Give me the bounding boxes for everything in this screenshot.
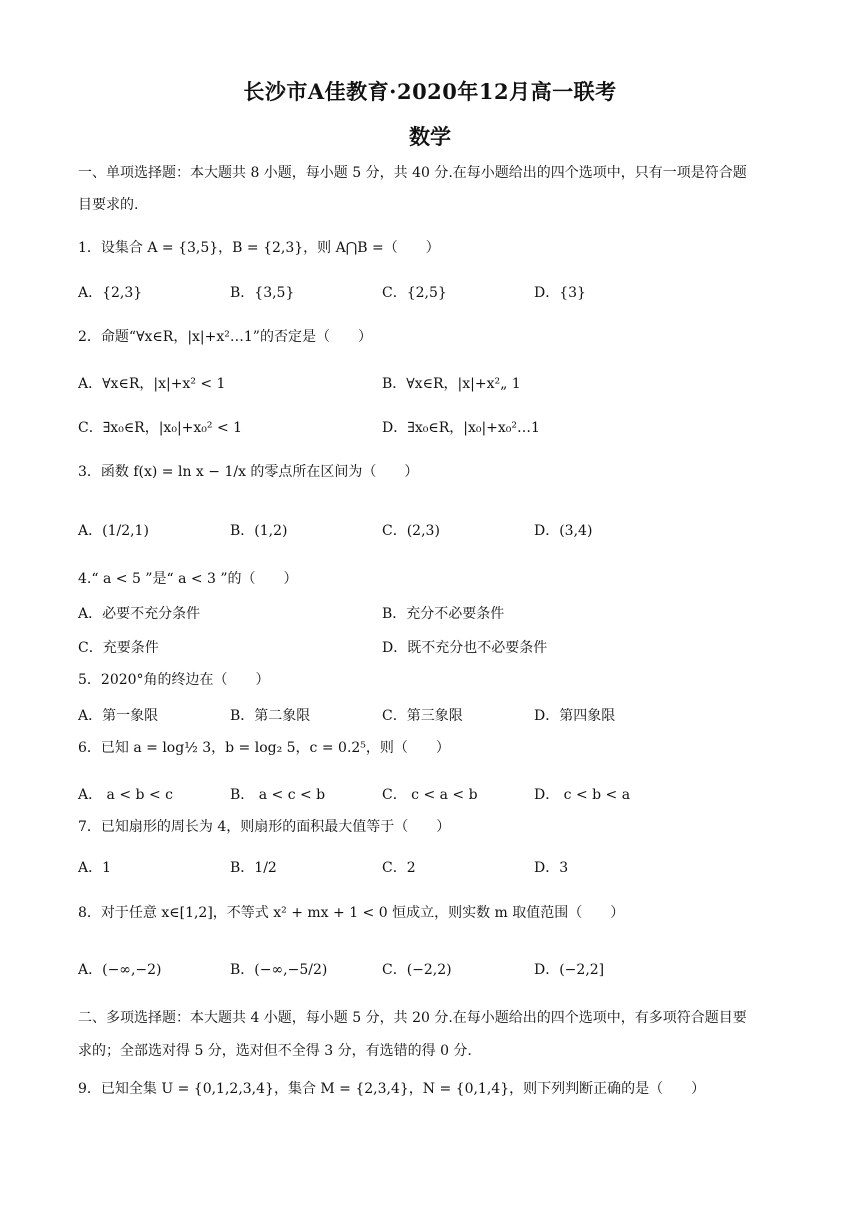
section1-intro-line1: 一、单项选择题：本大题共 8 小题，每小题 5 分，共 40 分.在每小题给出的四个选项中，只有一项是符合题 xyxy=(78,165,747,181)
section2-intro-line2: 求的；全部选对得 5 分，选对但不全得 3 分，有选错的得 0 分. xyxy=(78,1043,472,1059)
q2-option-b: B．∀x∈R，|x|+x²„ 1 xyxy=(382,376,521,392)
q9-stem: 9．已知全集 U = {0,1,2,3,4}，集合 M = {2,3,4}，N = {0,1,4}，则下列判断正确的是（ ） xyxy=(78,1081,706,1097)
q7-option-c: C．2 xyxy=(382,860,416,876)
q3-option-b: B．(1,2) xyxy=(230,523,288,539)
q4-option-b: B．充分不必要条件 xyxy=(382,606,505,622)
q8-option-b: B．(−∞,−5/2) xyxy=(230,962,328,978)
q6-option-d: D． c < b < a xyxy=(534,787,631,803)
q2-option-a: A．∀x∈R，|x|+x² < 1 xyxy=(78,376,226,392)
q7-option-b: B．1/2 xyxy=(230,860,277,876)
exam-title: 长沙市A佳教育·2020年12月高一联考 xyxy=(243,79,617,104)
q1-option-b: B．{3,5} xyxy=(230,285,295,301)
q6-option-b: B． a < c < b xyxy=(230,787,326,803)
q8-stem: 8．对于任意 x∈[1,2]，不等式 x² + mx + 1 < 0 恒成立，则实数 m 取值范围（ ） xyxy=(78,905,625,921)
q1-option-c: C．{2,5} xyxy=(382,285,447,301)
section2-intro-line1: 二、多项选择题：本大题共 4 小题，每小题 5 分，共 20 分.在每小题给出的四个选项中，有多项符合题目要 xyxy=(78,1010,747,1026)
q5-option-b: B．第二象限 xyxy=(230,708,311,724)
q8-option-d: D．(−2,2] xyxy=(534,962,605,978)
q8-option-c: C．(−2,2) xyxy=(382,962,452,978)
q3-option-c: C．(2,3) xyxy=(382,523,440,539)
q5-option-a: A．第一象限 xyxy=(78,708,159,724)
q8-option-a: A．(−∞,−2) xyxy=(78,962,162,978)
q4-option-d: D．既不充分也不必要条件 xyxy=(382,640,548,656)
q6-stem: 6．已知 a = log½ 3，b = log₂ 5，c = 0.2⁵，则（ ） xyxy=(78,740,450,756)
q2-option-d: D．∃x₀∈R，|x₀|+x₀²…1 xyxy=(382,420,540,436)
q4-option-a: A．必要不充分条件 xyxy=(78,606,201,622)
q4-stem: 4.“ a < 5 ”是“ a < 3 ”的（ ） xyxy=(78,571,298,587)
q5-stem: 5．2020°角的终边在（ ） xyxy=(78,672,270,688)
q5-option-d: D．第四象限 xyxy=(534,708,616,724)
q6-option-a: A． a < b < c xyxy=(78,787,173,803)
q2-option-c: C．∃x₀∈R，|x₀|+x₀² < 1 xyxy=(78,420,243,436)
section1-intro-line2: 目要求的. xyxy=(78,197,139,213)
q3-option-d: D．(3,4) xyxy=(534,523,593,539)
q2-stem: 2．命题“∀x∈R，|x|+x²…1”的否定是（ ） xyxy=(78,329,372,345)
q4-option-c: C．充要条件 xyxy=(78,640,159,656)
q5-option-c: C．第三象限 xyxy=(382,708,463,724)
q1-option-a: A．{2,3} xyxy=(78,285,143,301)
q3-option-a: A．(1/2,1) xyxy=(78,523,149,539)
q7-option-a: A．1 xyxy=(78,860,112,876)
q6-option-c: C． c < a < b xyxy=(382,787,478,803)
q7-stem: 7．已知扇形的周长为 4，则扇形的面积最大值等于（ ） xyxy=(78,819,451,835)
q3-stem: 3．函数 f(x) = ln x − 1/x 的零点所在区间为（ ） xyxy=(78,464,419,480)
exam-subject: 数学 xyxy=(409,124,451,149)
q7-option-d: D．3 xyxy=(534,860,569,876)
q1-option-d: D．{3} xyxy=(534,285,586,301)
q1-stem: 1．设集合 A = {3,5}，B = {2,3}，则 A⋂B =（ ） xyxy=(78,240,440,256)
